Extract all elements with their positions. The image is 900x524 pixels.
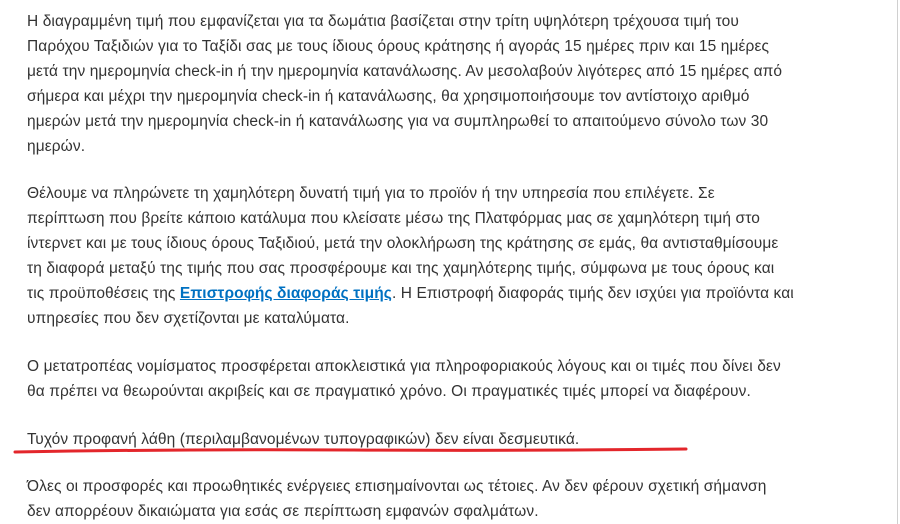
text-line: Παρόχου Ταξιδιών για το Ταξίδι σας με τους ίδιους όρους κράτησης ή αγοράς 15 ημέρες πριν και 15 ημέρες xyxy=(27,38,770,55)
price-match-link[interactable]: Επιστροφής διαφοράς τιμής xyxy=(179,285,392,302)
text-line: ημερών. xyxy=(27,138,86,155)
paragraph-price-match xyxy=(27,181,827,331)
paragraph-currency-converter xyxy=(27,354,827,404)
text-line: σήμερα και μέχρι την ημερομηνία check-in ή κατανάλωσης, θα χρησιμοποιήσουμε τον αντίστοιχο αριθμό xyxy=(27,88,750,105)
text-segment: . Η Επιστροφή διαφοράς τιμής δεν ισχύει για προϊόντα και xyxy=(391,285,794,302)
text-line: τη διαφορά μεταξύ της τιμής που σας προσφέρουμε και της χαμηλότερης τιμής, σύμφωνα με τους όρους και xyxy=(27,260,775,277)
text-line: Όλες οι προσφορές και προωθητικές ενέργειες επισημαίνονται ως τέτοιες. Αν δεν φέρουν σχετική σήμανση xyxy=(27,478,767,495)
text-line: Η διαγραμμένη τιμή που εμφανίζεται για τα δωμάτια βασίζεται στην τρίτη υψηλότερη τρέχουσα τιμή του xyxy=(27,13,739,30)
text-line: Ο μετατροπέας νομίσματος προσφέρεται αποκλειστικά για πληροφοριακούς λόγους και οι τιμές που δίνει δεν xyxy=(27,358,781,375)
text-line: υπηρεσίες που δεν σχετίζονται με καταλύματα. xyxy=(27,310,350,327)
text-line: ημερών μετά την ημερομηνία check-in ή κατανάλωσης για να συμπληρωθεί το απαιτούμενο σύνολο των 30 xyxy=(27,113,769,130)
paragraph-offers xyxy=(27,474,827,524)
text-line: Τυχόν προφανή λάθη (περιλαμβανομένων τυπογραφικών) δεν είναι δεσμευτικά. xyxy=(27,431,580,448)
text-line-with-link xyxy=(27,281,827,306)
text-line: Θέλουμε να πληρώνετε τη χαμηλότερη δυνατή τιμή για το προϊόν ή την υπηρεσία που επιλέγετε. Σε xyxy=(27,185,715,202)
scrollbar-edge xyxy=(897,0,898,524)
text-line: ίντερνετ και με τους ίδιους όρους Ταξιδιού, μετά την ολοκλήρωση της κράτησης σε εμάς, θα αντισταθμίσουμε xyxy=(27,235,779,252)
text-line: δεν απορρέουν δικαιώματα για εσάς σε περίπτωση εμφανών σφαλμάτων. xyxy=(27,503,539,520)
paragraph-strikethrough-price xyxy=(27,9,827,159)
text-line: μετά την ημερομηνία check-in ή την ημερομηνία κατανάλωσης. Αν μεσολαβούν λιγότερες από 15 ημέρες από xyxy=(27,63,783,80)
text-segment: τις προϋποθέσεις της xyxy=(27,285,180,302)
paragraph-obvious-errors xyxy=(27,427,827,452)
text-line: περίπτωση που βρείτε κάποιο κατάλυμα που κλείσατε μέσω της Πλατφόρμας μας σε χαμηλότερη τιμή στο xyxy=(27,210,760,227)
text-line: θα πρέπει να θεωρούνται ακριβείς και σε πραγματικό χρόνο. Οι πραγματικές τιμές μπορεί να διαφέρουν. xyxy=(27,383,751,400)
